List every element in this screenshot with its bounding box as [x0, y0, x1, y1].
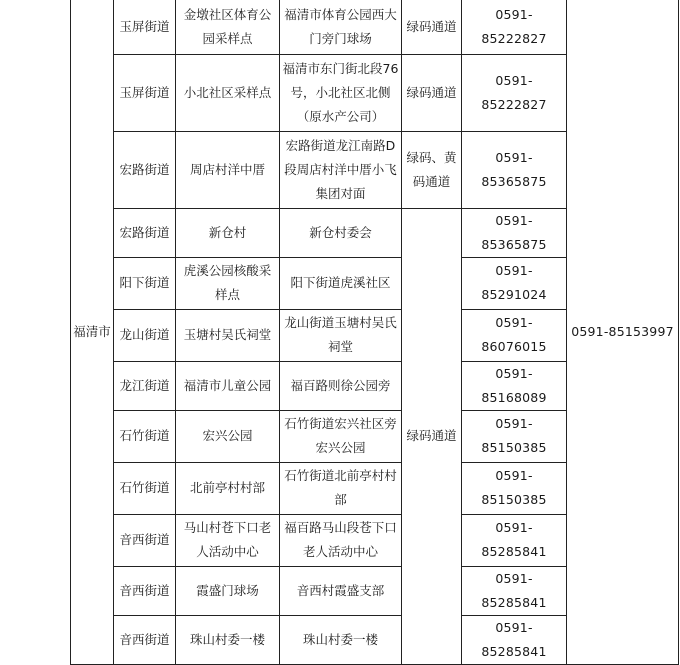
address-cell: 石竹街道宏兴社区旁宏兴公园 — [280, 410, 402, 462]
street-cell: 音西街道 — [114, 615, 176, 664]
phone-cell: 0591-85291024 — [462, 257, 567, 309]
site-cell: 宏兴公园 — [176, 410, 280, 462]
site-cell: 北前亭村村部 — [176, 462, 280, 514]
site-cell: 福清市儿童公园 — [176, 361, 280, 410]
phone-cell: 0591-86076015 — [462, 309, 567, 361]
address-cell: 福百路则徐公园旁 — [280, 361, 402, 410]
phone-cell: 0591-85365875 — [462, 131, 567, 208]
street-cell: 玉屏街道 — [114, 54, 176, 131]
channel-cell: 绿码通道 — [402, 54, 462, 131]
phone-cell: 0591-85365875 — [462, 208, 567, 257]
site-cell: 虎溪公园核酸采样点 — [176, 257, 280, 309]
street-cell: 龙山街道 — [114, 309, 176, 361]
left-margin — [0, 0, 70, 642]
table-row — [71, 0, 679, 54]
channel-cell: 绿码通道 — [402, 0, 462, 54]
address-cell: 福清市东门街北段76号，小北社区北侧（原水产公司） — [280, 54, 402, 131]
phone-cell: 0591-85150385 — [462, 410, 567, 462]
phone-cell: 0591-85285841 — [462, 566, 567, 615]
sampling-site-table — [70, 0, 679, 665]
address-cell: 阳下街道虎溪社区 — [280, 257, 402, 309]
address-cell: 石竹街道北前亭村村部 — [280, 462, 402, 514]
street-cell: 音西街道 — [114, 514, 176, 566]
address-cell: 福百路马山段苍下口老人活动中心 — [280, 514, 402, 566]
address-cell: 福清市体育公园西大门旁门球场 — [280, 0, 402, 54]
site-cell: 小北社区采样点 — [176, 54, 280, 131]
site-cell: 珠山村委一楼 — [176, 615, 280, 664]
phone-cell: 0591-85285841 — [462, 615, 567, 664]
address-cell: 新仓村委会 — [280, 208, 402, 257]
street-cell: 音西街道 — [114, 566, 176, 615]
site-cell: 霞盛门球场 — [176, 566, 280, 615]
region-cell: 福清市 — [71, 0, 114, 664]
site-cell: 马山村苍下口老人活动中心 — [176, 514, 280, 566]
street-cell: 宏路街道 — [114, 131, 176, 208]
phone-cell: 0591-85168089 — [462, 361, 567, 410]
channel-cell-merged: 绿码通道 — [402, 208, 462, 664]
street-cell: 玉屏街道 — [114, 0, 176, 54]
phone-cell: 0591-85150385 — [462, 462, 567, 514]
channel-cell: 绿码、黄码通道 — [402, 131, 462, 208]
street-cell: 石竹街道 — [114, 410, 176, 462]
site-cell: 金墩社区体育公园采样点 — [176, 0, 280, 54]
address-cell: 龙山街道玉塘村吴氏祠堂 — [280, 309, 402, 361]
phone-cell: 0591-85285841 — [462, 514, 567, 566]
address-cell: 珠山村委一楼 — [280, 615, 402, 664]
street-cell: 龙江街道 — [114, 361, 176, 410]
site-cell: 周店村洋中厝 — [176, 131, 280, 208]
site-cell: 玉塘村吴氏祠堂 — [176, 309, 280, 361]
address-cell: 宏路街道龙江南路D段周店村洋中厝小飞集团对面 — [280, 131, 402, 208]
street-cell: 石竹街道 — [114, 462, 176, 514]
address-cell: 音西村霞盛支部 — [280, 566, 402, 615]
phone-cell: 0591-85222827 — [462, 0, 567, 54]
phone-cell: 0591-85222827 — [462, 54, 567, 131]
region-phone-cell: 0591-85153997 — [567, 0, 679, 664]
site-cell: 新仓村 — [176, 208, 280, 257]
street-cell: 宏路街道 — [114, 208, 176, 257]
street-cell: 阳下街道 — [114, 257, 176, 309]
